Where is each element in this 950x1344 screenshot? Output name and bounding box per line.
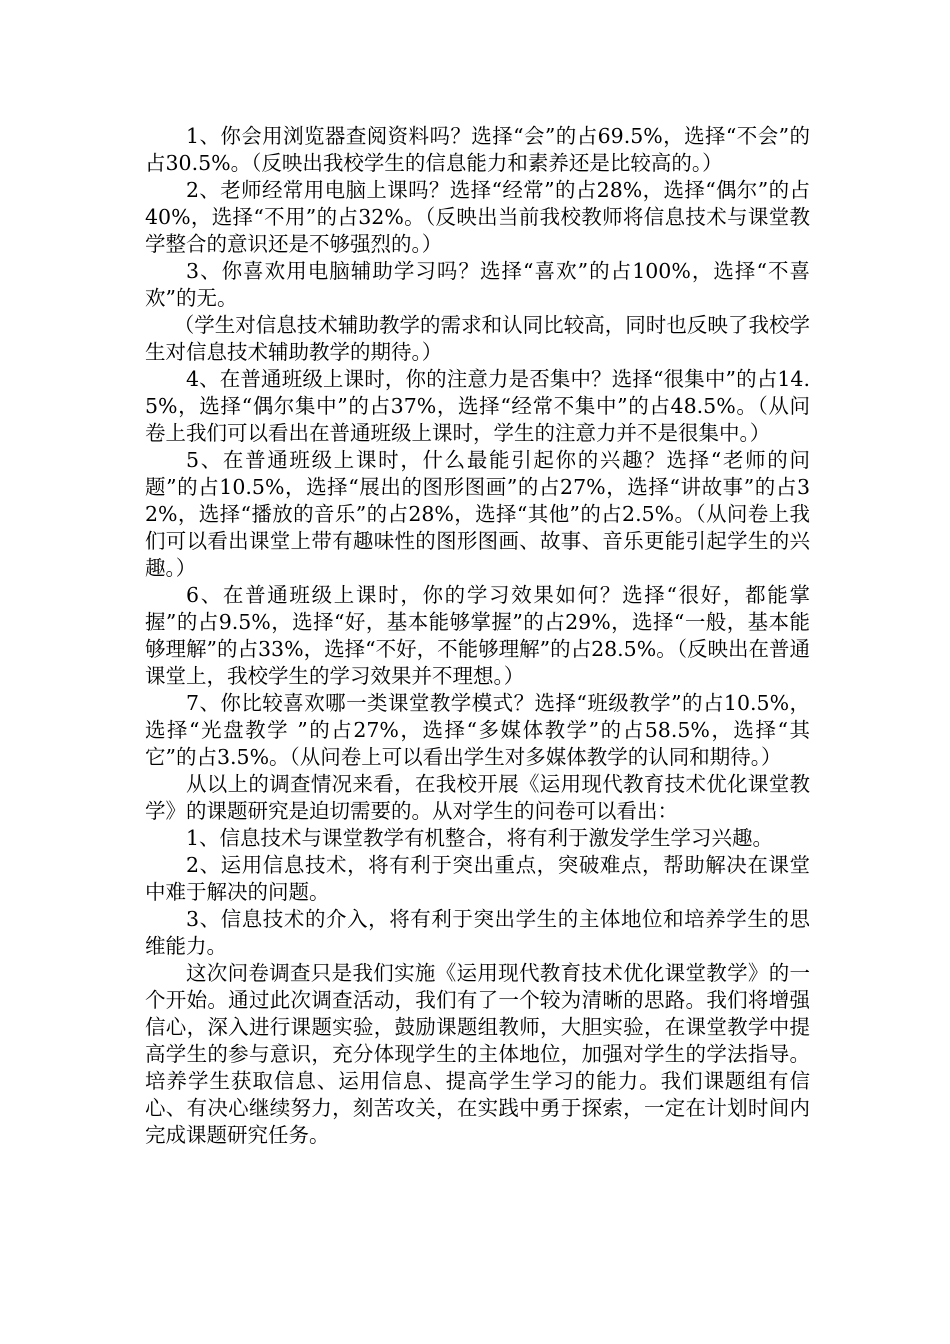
conclusion-point-3: 3、信息技术的介入，将有利于突出学生的主体地位和培养学生的思维能力。 bbox=[145, 907, 810, 958]
survey-item-3-note: （学生对信息技术辅助教学的需求和认同比较高，同时也反映了我校学生对信息技术辅助教学的期待。） bbox=[145, 313, 810, 364]
survey-item-7: 7、你比较喜欢哪一类课堂教学模式？选择“班级教学”的占10.5%，选择“光盘教学 ”的占27%，选择“多媒体教学”的占58.5%，选择“其它”的占3.5%。（从问卷上可以看出学生对多媒体教学的认同和期待。） bbox=[145, 691, 810, 769]
conclusion-intro: 从以上的调查情况来看，在我校开展《运用现代教育技术优化课堂教学》的课题研究是迫切需要的。从对学生的问卷可以看出： bbox=[145, 772, 810, 823]
document-body bbox=[145, 123, 810, 1149]
survey-item-5: 5、在普通班级上课时，什么最能引起你的兴趣？选择“老师的问题”的占10.5%，选择“展出的图形图画”的占27%，选择“讲故事”的占32%，选择“播放的音乐”的占28%，选择“其他”的占2.5%。（从问卷上我们可以看出课堂上带有趣味性的图形图画、故事、音乐更能引起学生的兴趣。） bbox=[145, 448, 810, 580]
closing-paragraph: 这次问卷调查只是我们实施《运用现代教育技术优化课堂教学》的一个开始。通过此次调查活动，我们有了一个较为清晰的思路。我们将增强信心，深入进行课题实验，鼓励课题组教师，大胆实验，在课堂教学中提高学生的参与意识，充分体现学生的主体地位，加强对学生的学法指导。培养学生获取信息、运用信息、提高学生学习的能力。我们课题组有信心、有决心继续努力，刻苦攻关，在实践中勇于探索，一定在计划时间内完成课题研究任务。 bbox=[145, 961, 810, 1147]
survey-item-1: 1、你会用浏览器查阅资料吗？选择“会”的占69.5%，选择“不会”的占30.5%。（反映出我校学生的信息能力和素养还是比较高的。） bbox=[145, 124, 810, 175]
survey-item-6: 6、在普通班级上课时，你的学习效果如何？选择“很好，都能掌握”的占9.5%，选择“好，基本能够掌握”的占29%，选择“一般，基本能够理解”的占33%，选择“不好，不能够理解”的占28.5%。（反映出在普通课堂上，我校学生的学习效果并不理想。） bbox=[145, 583, 810, 688]
conclusion-point-2: 2、运用信息技术，将有利于突出重点，突破难点，帮助解决在课堂中难于解决的问题。 bbox=[145, 853, 810, 904]
survey-item-4: 4、在普通班级上课时，你的注意力是否集中？选择“很集中”的占14.5%，选择“偶尔集中”的占37%，选择“经常不集中”的占48.5%。（从问卷上我们可以看出在普通班级上课时，学生的注意力并不是很集中。） bbox=[145, 367, 810, 445]
survey-item-3: 3、你喜欢用电脑辅助学习吗？选择“喜欢”的占100%，选择“不喜欢”的无。 bbox=[145, 259, 810, 310]
survey-item-2: 2、老师经常用电脑上课吗？选择“经常”的占28%，选择“偶尔”的占40%，选择“不用”的占32%。（反映出当前我校教师将信息技术与课堂教学整合的意识还是不够强烈的。） bbox=[145, 178, 810, 256]
conclusion-point-1: 1、信息技术与课堂教学有机整合，将有利于激发学生学习兴趣。 bbox=[186, 826, 774, 850]
